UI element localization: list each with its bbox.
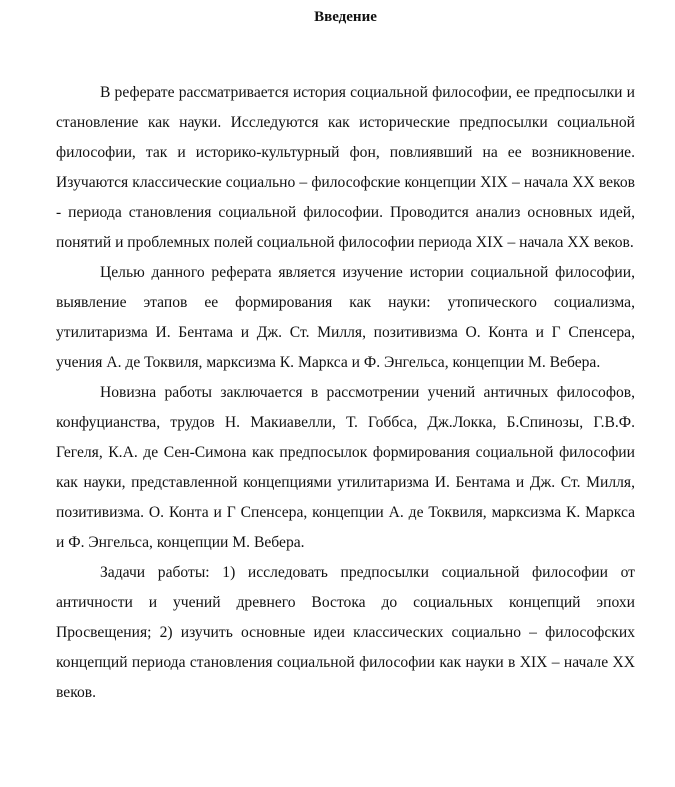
paragraph-novelty: Новизна работы заключается в рассмотрении учений античных философов, конфуцианства, трудов Н. Макиавелли, Т. Гоббса, Дж.Локка, Б.Спинозы, Г.В.Ф. Гегеля, К.А. де Сен-Симона как предпосылок формирования социальной философии как науки, представленной концепциями утилитаризма И. Бентама и Дж. Ст. Милля, позитивизма. О. Конта и Г Спенсера, концепции А. де Токвиля, марксизма К. Маркса и Ф. Энгельса, концепции М. Вебера. — [56, 384, 635, 551]
paragraph-goal: Целью данного реферата является изучение истории социальной философии, выявление этапов ее формирования как науки: утопического социализма, утилитаризма И. Бентама и Дж. Ст. Милля, позитивизма О. Конта и Г Спенсера, учения А. де Токвиля, марксизма К. Маркса и Ф. Энгельса, концепции М. Вебера. — [56, 264, 635, 371]
paragraph-intro: В реферате рассматривается история социальной философии, ее предпосылки и становление как науки. Исследуются как исторические предпосылки социальной философии, так и историко-культурный фон, повлиявший на ее возникновение. Изучаются классические социально – философские концепции XIX – начала XX веков - периода становления социальной философии. Проводится анализ основных идей, понятий и проблемных полей социальной философии периода XIX – начала XX веков. — [56, 84, 635, 251]
paragraph-tasks: Задачи работы: 1) исследовать предпосылки социальной философии от античности и учений древнего Востока до социальных концепций эпохи Просвещения; 2) изучить основные идеи классических социально – философских концепций периода становления социальной философии как науки в XIX – начале XX веков. — [56, 564, 635, 701]
document-title: Введение — [314, 9, 377, 25]
